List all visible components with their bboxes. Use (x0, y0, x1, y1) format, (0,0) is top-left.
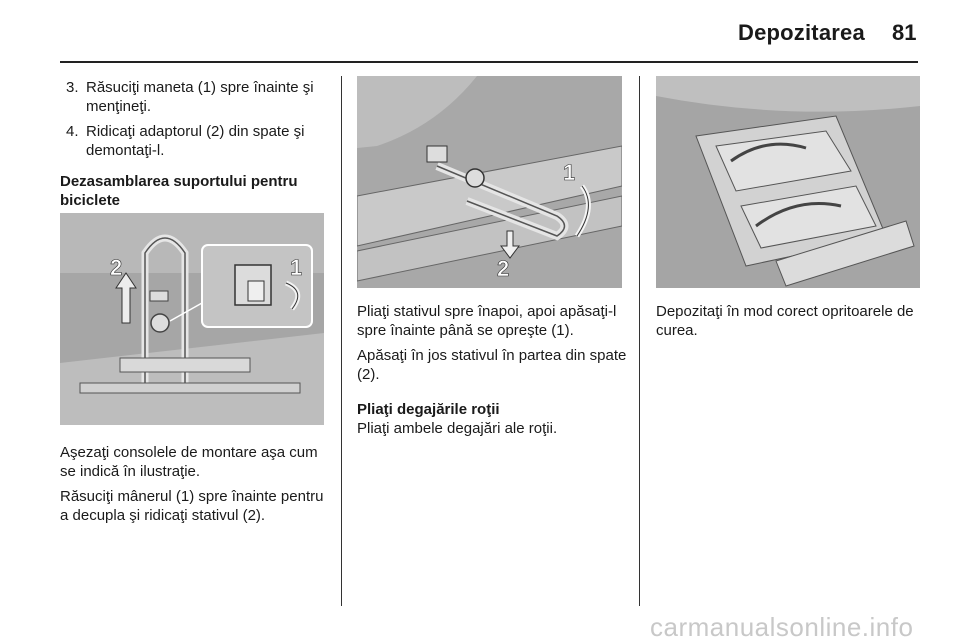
column-2 (357, 302, 627, 444)
fold-rack-drawing (357, 76, 622, 288)
section-heading: Pliaţi degajările roţii (357, 401, 500, 418)
illustration-strap-stops (656, 76, 920, 288)
paragraph: Răsuciţi mânerul (1) spre înainte pentru a decupla şi ridicaţi stativul (2). (60, 488, 324, 524)
page-number: 81 (892, 20, 917, 45)
strap-stops-drawing (656, 76, 920, 288)
bike-rack-release-drawing (60, 213, 324, 425)
column-3 (656, 302, 922, 346)
paragraph: Pliaţi stativul spre înapoi, apoi apăsaţi-l spre înainte până se opreşte (1). (357, 303, 617, 339)
callout-label-2: 2 (497, 256, 510, 281)
watermark: carmanualsonline.info (650, 612, 914, 642)
paragraph: Pliaţi ambele degajări ale roţii. (357, 420, 558, 437)
step-text: Ridicaţi adaptorul (2) din spate şi demontaţi-l. (86, 123, 305, 159)
column-1-lower (60, 443, 332, 531)
page-title: Depozitarea (738, 20, 865, 45)
column-divider-2 (639, 76, 640, 606)
step-number: 4. (66, 123, 79, 140)
paragraph: Aşezaţi consolele de montare aşa cum se indică în ilustraţie. (60, 444, 318, 480)
step-text: Răsuciţi maneta (1) spre înainte şi menţineţi. (86, 79, 314, 115)
step-4 (60, 122, 328, 160)
paragraph: Apăsaţi în jos stativul în partea din spate (2). (357, 347, 627, 383)
step-3 (60, 78, 328, 116)
header-divider (60, 61, 918, 63)
section-heading: Dezasamblarea suportului pentru biciclete (60, 173, 298, 209)
paragraph: Depozitaţi în mod corect opritoarele de curea. (656, 303, 914, 339)
callout-label-1: 1 (290, 255, 303, 280)
callout-label-2: 2 (110, 255, 123, 280)
step-number: 3. (66, 79, 79, 96)
illustration-bike-rack-release (60, 213, 324, 425)
column-divider-1 (341, 76, 342, 606)
callout-label-1: 1 (563, 160, 576, 185)
illustration-fold-rack (357, 76, 622, 288)
column-1 (60, 78, 328, 210)
